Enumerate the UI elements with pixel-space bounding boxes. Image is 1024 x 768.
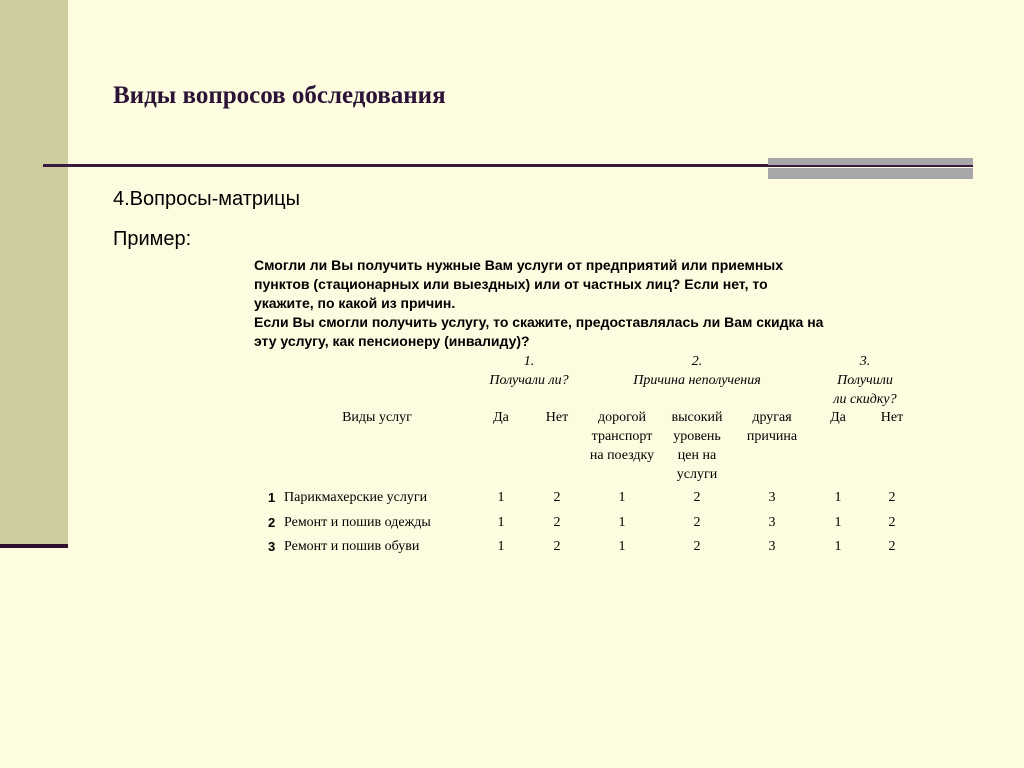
column-header: на поездку [589,448,655,463]
column-header: другая [752,410,792,425]
answer-code: 2 [888,539,896,554]
answer-code: 3 [768,490,776,505]
question-line: Если Вы смогли получить услугу, то скажите, предоставлялась ли Вам скидка на [254,314,824,330]
question-line: укажите, по какой из причин. [254,295,456,311]
group-number: 1. [523,354,535,369]
left-decor-band [0,0,68,548]
column-header: Нет [880,410,904,425]
answer-code: 1 [497,515,505,530]
answer-code: 1 [618,515,626,530]
left-decor-band-edge [0,544,68,548]
section-subtitle: 4.Вопросы-матрицы [113,188,300,210]
answer-code: 2 [888,490,896,505]
answer-code: 1 [834,539,842,554]
answer-code: 2 [693,539,701,554]
row-header: Виды услуг [342,410,412,425]
column-header: услуги [676,467,718,482]
group-number: 3. [859,354,871,369]
row-number: 1 [268,490,276,505]
column-header: причина [746,429,798,444]
answer-code: 1 [834,515,842,530]
group-title: Получили [837,373,893,388]
service-label: Ремонт и пошив одежды [284,515,431,530]
divider-accent-bottom [768,168,973,179]
answer-code: 1 [497,490,505,505]
example-label: Пример: [113,228,192,250]
slide-title: Виды вопросов обследования [113,82,446,109]
answer-code: 3 [768,515,776,530]
column-header: высокий [671,410,723,425]
question-line: Смогли ли Вы получить нужные Вам услуги от предприятий или приемных [254,257,784,273]
column-header: уровень [673,429,721,444]
answer-code: 1 [834,490,842,505]
answer-code: 2 [553,539,561,554]
answer-code: 1 [497,539,505,554]
answer-code: 2 [553,515,561,530]
answer-code: 2 [888,515,896,530]
column-header: Да [493,410,509,425]
column-header: цен на [677,448,717,463]
group-title: Получали ли? [489,373,569,388]
answer-code: 2 [693,490,701,505]
row-number: 2 [268,515,276,530]
service-label: Парикмахерские услуги [284,490,428,505]
column-header: транспорт [591,429,653,444]
column-header: дорогой [597,410,646,425]
answer-code: 2 [553,490,561,505]
question-line: эту услугу, как пенсионеру (инвалиду)? [254,333,530,349]
column-header: Да [830,410,846,425]
answer-code: 2 [693,515,701,530]
column-header: Нет [545,410,569,425]
group-title: Причина неполучения [633,373,761,388]
group-number: 2. [691,354,703,369]
answer-code: 1 [618,490,626,505]
answer-code: 3 [768,539,776,554]
group-title: ли скидку? [833,392,897,407]
row-number: 3 [268,539,276,554]
question-line: пунктов (стационарных или выездных) или от частных лиц? Если нет, то [254,276,768,292]
service-label: Ремонт и пошив обуви [284,539,420,554]
survey-question [254,256,934,351]
divider-accent-top [768,158,973,165]
answer-code: 1 [618,539,626,554]
